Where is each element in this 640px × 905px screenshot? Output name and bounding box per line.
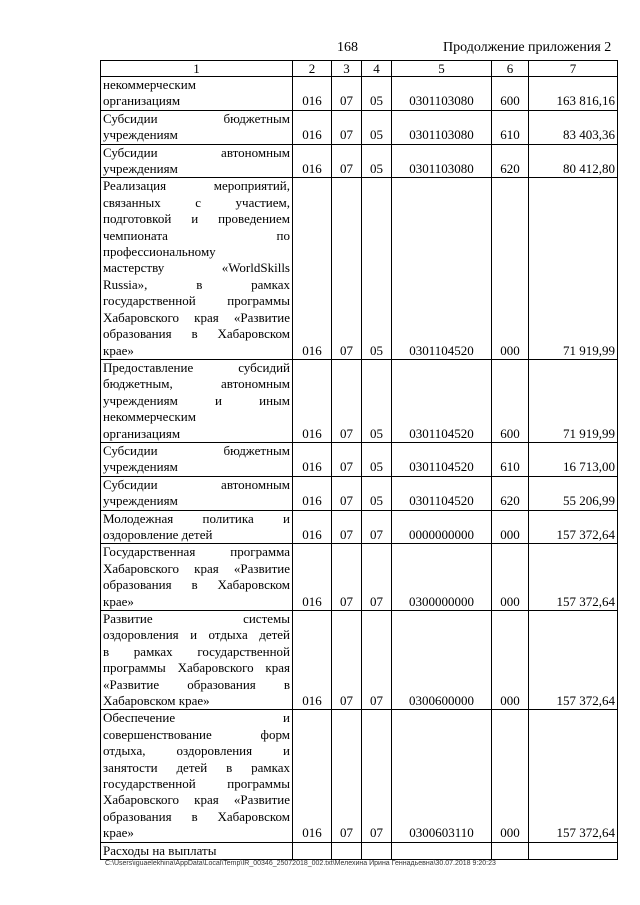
row-name-line: «Развитие образования в bbox=[103, 676, 290, 692]
row-name-line: чемпионата по bbox=[103, 227, 290, 243]
table-row bbox=[101, 611, 618, 710]
code-ministry: 016 bbox=[293, 359, 332, 442]
amount: 157 372,64 bbox=[529, 710, 618, 842]
code-expense-type: 000 bbox=[492, 611, 529, 710]
amount: 80 412,80 bbox=[529, 144, 618, 178]
column-header: 5 bbox=[392, 61, 492, 77]
row-name-line: крае» bbox=[103, 825, 134, 841]
row-name bbox=[101, 842, 293, 859]
code-target-article: 0301103080 bbox=[392, 110, 492, 144]
row-name bbox=[101, 510, 293, 544]
code-target-article: 0000000000 bbox=[392, 510, 492, 544]
code-ministry: 016 bbox=[293, 476, 332, 510]
code-target-article: 0300600000 bbox=[392, 611, 492, 710]
row-name bbox=[101, 710, 293, 842]
code-expense-type: 610 bbox=[492, 442, 529, 476]
row-name-line: государственной программы bbox=[103, 776, 290, 792]
code-target-article: 0300603110 bbox=[392, 710, 492, 842]
code-ministry: 016 bbox=[293, 442, 332, 476]
code-ministry bbox=[293, 842, 332, 859]
code-section: 07 bbox=[332, 178, 362, 359]
table-header-row bbox=[101, 61, 618, 77]
table-row bbox=[101, 144, 618, 178]
row-name-line: бюджетным, автономным bbox=[103, 376, 290, 392]
code-ministry: 016 bbox=[293, 77, 332, 111]
code-target-article: 0301103080 bbox=[392, 77, 492, 111]
code-expense-type: 600 bbox=[492, 77, 529, 111]
amount: 163 816,16 bbox=[529, 77, 618, 111]
amount: 71 919,99 bbox=[529, 359, 618, 442]
code-ministry: 016 bbox=[293, 144, 332, 178]
budget-table bbox=[100, 60, 618, 860]
row-name-line: Государственная программа bbox=[103, 544, 290, 560]
code-section bbox=[332, 842, 362, 859]
amount: 55 206,99 bbox=[529, 476, 618, 510]
row-name-line: в рамках государственной bbox=[103, 643, 290, 659]
code-section: 07 bbox=[332, 442, 362, 476]
row-name-line: Расходы на выплаты bbox=[103, 842, 217, 858]
code-section: 07 bbox=[332, 77, 362, 111]
row-name-line: Хабаровского края «Развитие bbox=[103, 560, 290, 576]
code-target-article: 0301103080 bbox=[392, 144, 492, 178]
column-header: 2 bbox=[293, 61, 332, 77]
column-header: 7 bbox=[529, 61, 618, 77]
code-ministry: 016 bbox=[293, 710, 332, 842]
code-ministry: 016 bbox=[293, 611, 332, 710]
table-row bbox=[101, 710, 618, 842]
row-name bbox=[101, 359, 293, 442]
row-name-line: учреждениям и иным bbox=[103, 392, 290, 408]
row-name-line: Субсидии бюджетным bbox=[103, 442, 290, 458]
code-section: 07 bbox=[332, 544, 362, 611]
amount: 157 372,64 bbox=[529, 611, 618, 710]
row-name bbox=[101, 442, 293, 476]
row-name-line: связанных с участием, bbox=[103, 194, 290, 210]
row-name bbox=[101, 544, 293, 611]
row-name-line: Субсидии бюджетным bbox=[103, 110, 290, 126]
code-expense-type: 620 bbox=[492, 144, 529, 178]
column-header: 6 bbox=[492, 61, 529, 77]
row-name-line: образования в Хабаровском bbox=[103, 808, 290, 824]
code-expense-type: 000 bbox=[492, 544, 529, 611]
row-name-line: оздоровления и отдыха детей bbox=[103, 627, 290, 643]
row-name-line: профессиональному bbox=[103, 244, 216, 260]
code-section: 07 bbox=[332, 510, 362, 544]
code-expense-type: 600 bbox=[492, 359, 529, 442]
row-name-line: Субсидии автономным bbox=[103, 476, 290, 492]
amount: 71 919,99 bbox=[529, 178, 618, 359]
code-expense-type: 000 bbox=[492, 710, 529, 842]
row-name-line: некоммерческим bbox=[103, 409, 196, 425]
row-name bbox=[101, 110, 293, 144]
code-section: 07 bbox=[332, 611, 362, 710]
table-row bbox=[101, 178, 618, 359]
code-subsection: 07 bbox=[362, 710, 392, 842]
code-expense-type bbox=[492, 842, 529, 859]
amount: 157 372,64 bbox=[529, 510, 618, 544]
row-name-line: некоммерческим bbox=[103, 77, 196, 92]
code-section: 07 bbox=[332, 359, 362, 442]
code-ministry: 016 bbox=[293, 510, 332, 544]
row-name-line: программы Хабаровского края bbox=[103, 660, 290, 676]
column-header: 3 bbox=[332, 61, 362, 77]
row-name-line: учреждениям bbox=[103, 459, 178, 475]
code-subsection: 07 bbox=[362, 544, 392, 611]
amount: 157 372,64 bbox=[529, 544, 618, 611]
code-target-article: 0301104520 bbox=[392, 359, 492, 442]
row-name-line: мастерству «WorldSkills bbox=[103, 260, 290, 276]
row-name-line: организациям bbox=[103, 425, 181, 441]
table-row bbox=[101, 77, 618, 111]
column-header: 4 bbox=[362, 61, 392, 77]
table-row bbox=[101, 442, 618, 476]
row-name-line: учреждениям bbox=[103, 127, 178, 143]
row-name-line: организациям bbox=[103, 93, 181, 109]
code-expense-type: 000 bbox=[492, 178, 529, 359]
row-name bbox=[101, 77, 293, 111]
code-section: 07 bbox=[332, 710, 362, 842]
code-subsection: 05 bbox=[362, 144, 392, 178]
code-subsection: 05 bbox=[362, 359, 392, 442]
code-subsection: 05 bbox=[362, 77, 392, 111]
code-subsection: 05 bbox=[362, 476, 392, 510]
table-row bbox=[101, 842, 618, 859]
code-expense-type: 610 bbox=[492, 110, 529, 144]
row-name-line: Russia», в рамках bbox=[103, 276, 290, 292]
table-row bbox=[101, 510, 618, 544]
row-name-line: оздоровление детей bbox=[103, 526, 213, 542]
code-target-article: 0300000000 bbox=[392, 544, 492, 611]
row-name-line: учреждениям bbox=[103, 161, 178, 177]
code-subsection: 05 bbox=[362, 178, 392, 359]
column-header: 1 bbox=[101, 61, 293, 77]
code-subsection: 07 bbox=[362, 510, 392, 544]
row-name-line: Обеспечение и bbox=[103, 710, 290, 726]
page-number: 168 bbox=[337, 40, 358, 55]
row-name-line: Развитие системы bbox=[103, 611, 290, 626]
code-section: 07 bbox=[332, 110, 362, 144]
code-ministry: 016 bbox=[293, 178, 332, 359]
code-expense-type: 000 bbox=[492, 510, 529, 544]
code-target-article: 0301104520 bbox=[392, 476, 492, 510]
amount: 16 713,00 bbox=[529, 442, 618, 476]
code-subsection: 05 bbox=[362, 110, 392, 144]
row-name bbox=[101, 144, 293, 178]
row-name-line: учреждениям bbox=[103, 493, 178, 509]
code-target-article: 0301104520 bbox=[392, 178, 492, 359]
row-name-line: Субсидии автономным bbox=[103, 144, 290, 160]
row-name-line: крае» bbox=[103, 593, 134, 609]
table-row bbox=[101, 359, 618, 442]
code-section: 07 bbox=[332, 144, 362, 178]
table-row bbox=[101, 476, 618, 510]
row-name bbox=[101, 476, 293, 510]
row-name-line: Хабаровском крае» bbox=[103, 693, 210, 709]
row-name-line: отдыха, оздоровления и bbox=[103, 743, 290, 759]
row-name-line: Хабаровского края «Развитие bbox=[103, 309, 290, 325]
row-name-line: Предоставление субсидий bbox=[103, 359, 290, 375]
row-name bbox=[101, 611, 293, 710]
code-subsection bbox=[362, 842, 392, 859]
table-row bbox=[101, 110, 618, 144]
code-target-article: 0301104520 bbox=[392, 442, 492, 476]
continuation-note: Продолжение приложения 2 bbox=[443, 40, 612, 55]
row-name-line: Реализация мероприятий, bbox=[103, 178, 290, 194]
amount bbox=[529, 842, 618, 859]
row-name-line: занятости детей в рамках bbox=[103, 759, 290, 775]
file-path-footer: C:\Users\iguaelekhina\AppData\Local\Temp\IR_00346_25072018_002.txt\Мелехина Ирина Геннадьевна\30.07.2018 9:20:23 bbox=[105, 860, 496, 867]
code-ministry: 016 bbox=[293, 544, 332, 611]
row-name-line: образования в Хабаровском bbox=[103, 326, 290, 342]
amount: 83 403,36 bbox=[529, 110, 618, 144]
row-name-line: образования в Хабаровском bbox=[103, 577, 290, 593]
table-row bbox=[101, 544, 618, 611]
row-name-line: крае» bbox=[103, 342, 134, 358]
code-subsection: 05 bbox=[362, 442, 392, 476]
row-name bbox=[101, 178, 293, 359]
row-name-line: Молодежная политика и bbox=[103, 510, 290, 526]
row-name-line: Хабаровского края «Развитие bbox=[103, 792, 290, 808]
row-name-line: государственной программы bbox=[103, 293, 290, 309]
code-section: 07 bbox=[332, 476, 362, 510]
row-name-line: совершенствование форм bbox=[103, 726, 290, 742]
code-target-article bbox=[392, 842, 492, 859]
code-subsection: 07 bbox=[362, 611, 392, 710]
code-expense-type: 620 bbox=[492, 476, 529, 510]
code-ministry: 016 bbox=[293, 110, 332, 144]
row-name-line: подготовкой и проведением bbox=[103, 211, 290, 227]
